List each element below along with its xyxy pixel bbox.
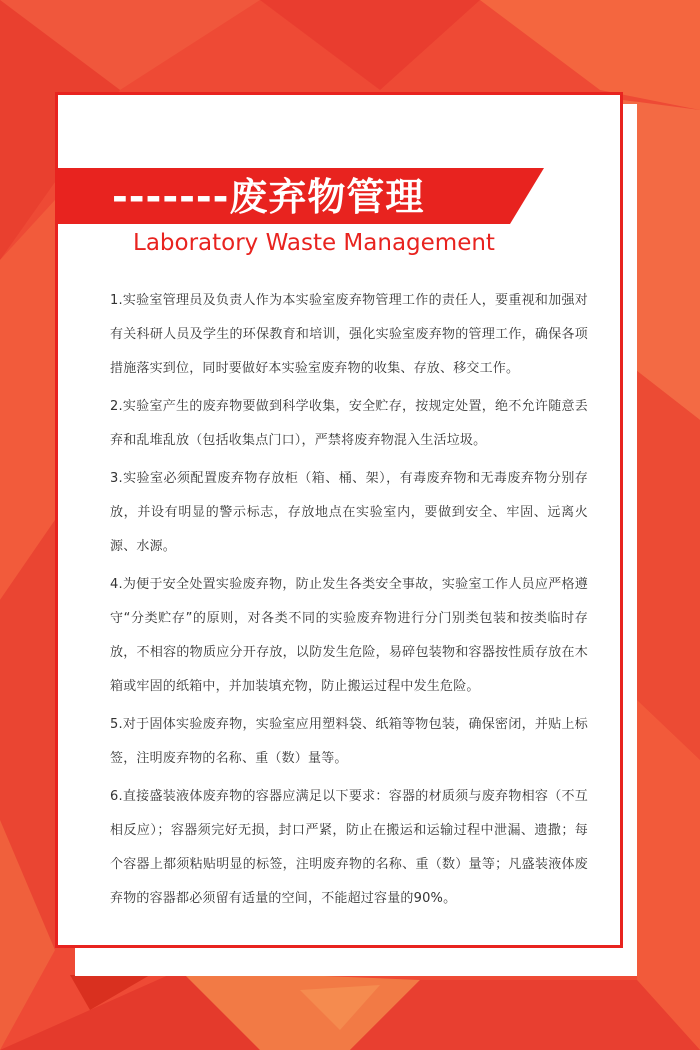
rule-item: 5.对于固体实验废弃物，实验室应用塑料袋、纸箱等物包装，确保密闭，并贴上标签，注明废弃物的名称、重（数）量等。 — [110, 717, 588, 766]
page-title: -------废弃物管理 — [112, 175, 425, 219]
rule-item: 4.为便于安全处置实验废弃物，防止发生各类安全事故，实验室工作人员应严格遵守“分类贮存”的原则，对各类不同的实验废弃物进行分门别类包装和按类临时存放，不相容的物质应分开存放，以防发生危险，易碎包装物和容器按性质存放在木箱或牢固的纸箱中，并加装填充物，防止搬运过程中发生危险。 — [110, 577, 588, 694]
rule-item: 6.直接盛装液体废弃物的容器应满足以下要求：容器的材质须与废弃物相容（不互相反应）；容器须完好无损，封口严紧，防止在搬运和运输过程中泄漏、遗撒；每个容器上都须粘贴明显的标签，注明废弃物的名称、重（数）量等；凡盛装液体废弃物的容器都必须留有适量的空间，不能超过容量的90%。 — [110, 789, 588, 906]
rule-item: 2.实验室产生的废弃物要做到科学收集，安全贮存，按规定处置，绝不允许随意丢弃和乱堆乱放（包括收集点门口），严禁将废弃物混入生活垃圾。 — [110, 399, 588, 448]
rule-item: 1.实验室管理员及负责人作为本实验室废弃物管理工作的责任人，要重视和加强对有关科研人员及学生的环保教育和培训，强化实验室废弃物的管理工作，确保各项措施落实到位，同时要做好本实验室废弃物的收集、存放、移交工作。 — [110, 293, 588, 376]
rules-list — [110, 284, 588, 920]
rule-item: 3.实验室必须配置废弃物存放柜（箱、桶、架），有毒废弃物和无毒废弃物分别存放，并设有明显的警示标志，存放地点在实验室内，要做到安全、牢固、远离火源、水源。 — [110, 471, 588, 554]
page-subtitle: Laboratory Waste Management — [133, 230, 495, 256]
